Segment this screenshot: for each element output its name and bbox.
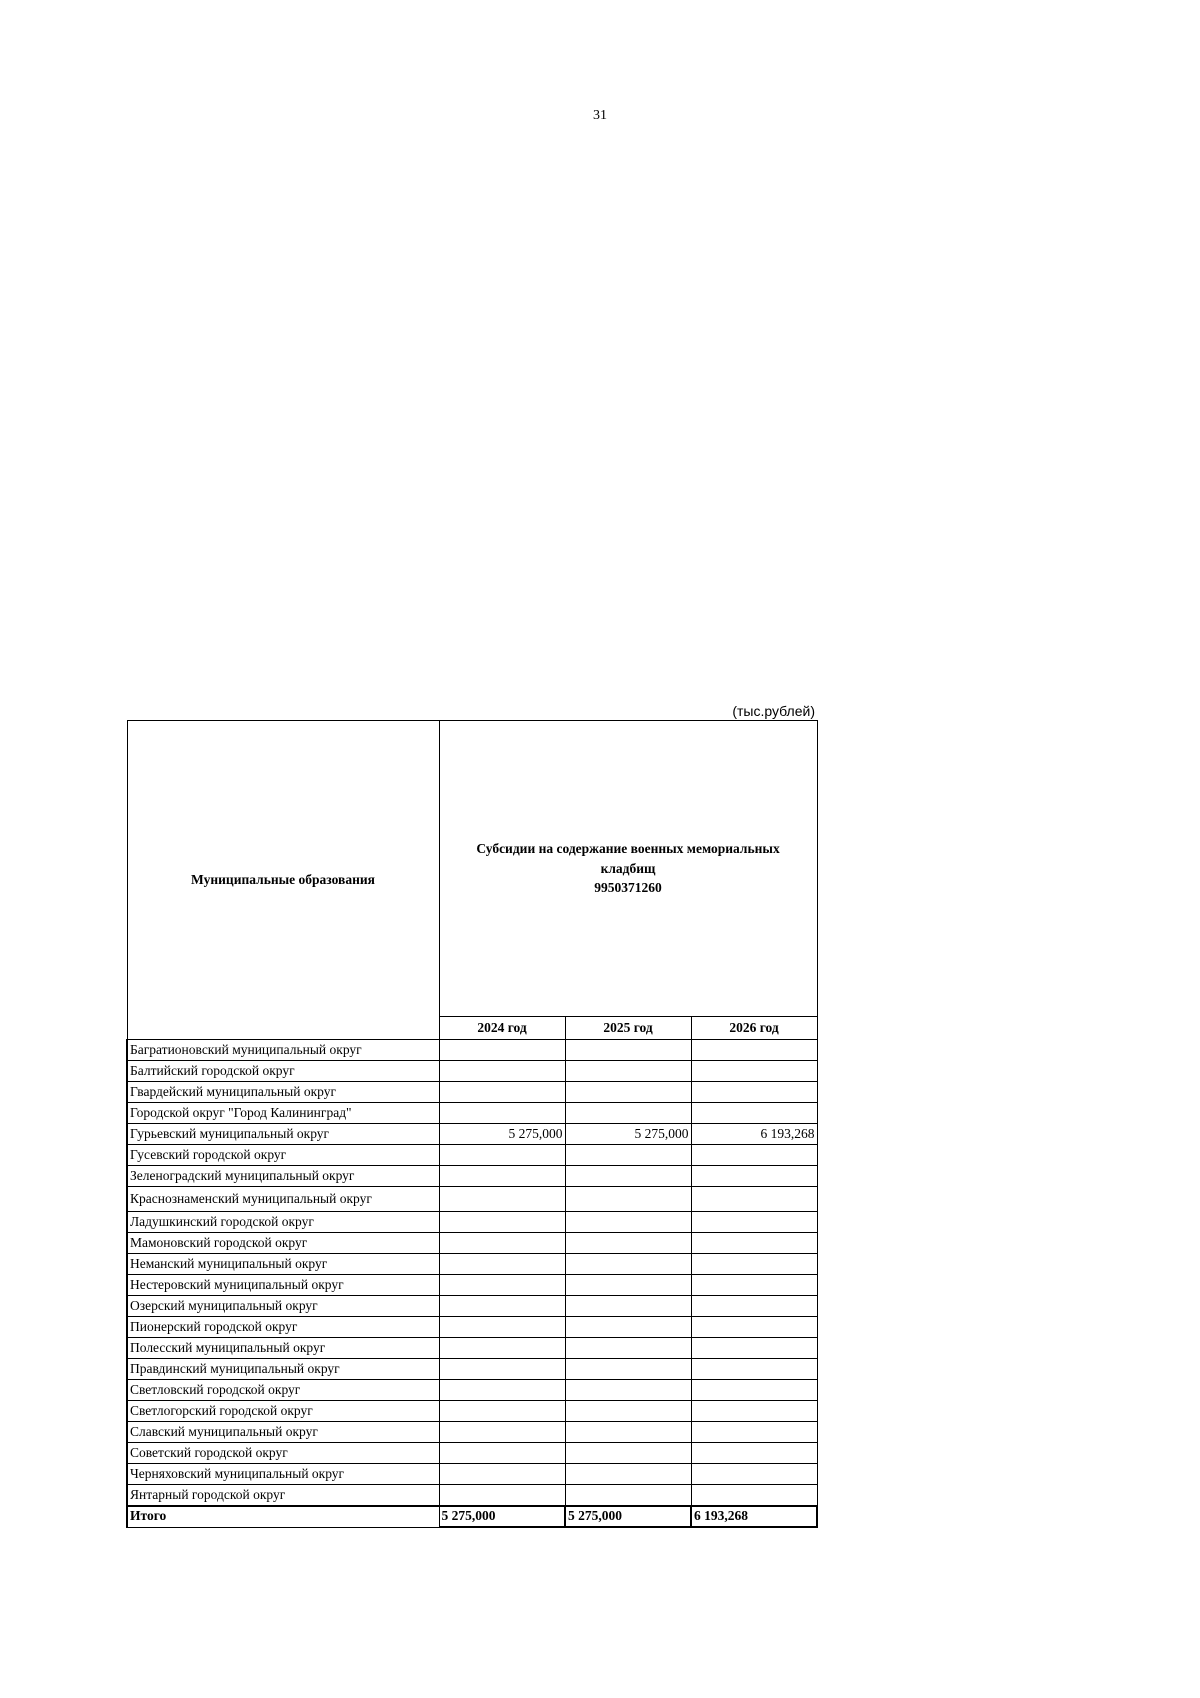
table-row xyxy=(127,1166,817,1187)
total-2024: 5 275,000 xyxy=(439,1506,565,1527)
row-value-2024 xyxy=(439,1187,565,1212)
row-value-2025 xyxy=(565,1443,691,1464)
table-row xyxy=(127,1103,817,1124)
row-value-2025 xyxy=(565,1359,691,1380)
row-municipality-name: Городской округ "Город Калининград" xyxy=(127,1103,439,1124)
row-value-2025 xyxy=(565,1166,691,1187)
header-year-2026: 2026 год xyxy=(691,1016,817,1039)
row-municipality-name: Гвардейский муниципальный округ xyxy=(127,1082,439,1103)
row-municipality-name: Ладушкинский городской округ xyxy=(127,1212,439,1233)
row-value-2026 xyxy=(691,1103,817,1124)
row-value-2024 xyxy=(439,1166,565,1187)
row-value-2025 xyxy=(565,1212,691,1233)
row-value-2026 xyxy=(691,1254,817,1275)
row-value-2025 xyxy=(565,1317,691,1338)
row-value-2026 xyxy=(691,1166,817,1187)
table-row xyxy=(127,1212,817,1233)
row-value-2025 xyxy=(565,1254,691,1275)
row-municipality-name: Славский муниципальный округ xyxy=(127,1422,439,1443)
total-row xyxy=(127,1506,817,1527)
row-value-2024: 5 275,000 xyxy=(439,1124,565,1145)
table-row xyxy=(127,1254,817,1275)
table-row xyxy=(127,1422,817,1443)
row-value-2025 xyxy=(565,1040,691,1061)
row-value-2026 xyxy=(691,1145,817,1166)
row-value-2026: 6 193,268 xyxy=(691,1124,817,1145)
table-row xyxy=(127,1145,817,1166)
header-code: 9950371260 xyxy=(594,880,662,896)
row-value-2024 xyxy=(439,1422,565,1443)
row-municipality-name: Неманский муниципальный округ xyxy=(127,1254,439,1275)
row-value-2025 xyxy=(565,1061,691,1082)
row-value-2026 xyxy=(691,1233,817,1254)
table-row xyxy=(127,1485,817,1507)
row-value-2026 xyxy=(691,1040,817,1061)
row-value-2026 xyxy=(691,1187,817,1212)
row-value-2025 xyxy=(565,1422,691,1443)
row-value-2024 xyxy=(439,1040,565,1061)
row-value-2025 xyxy=(565,1338,691,1359)
table-row xyxy=(127,1296,817,1317)
row-value-2024 xyxy=(439,1212,565,1233)
row-value-2025 xyxy=(565,1275,691,1296)
row-municipality-name: Озерский муниципальный округ xyxy=(127,1296,439,1317)
table-row xyxy=(127,1464,817,1485)
row-value-2024 xyxy=(439,1082,565,1103)
row-value-2025 xyxy=(565,1082,691,1103)
table-row xyxy=(127,1233,817,1254)
row-municipality-name: Пионерский городской округ xyxy=(127,1317,439,1338)
row-value-2025 xyxy=(565,1296,691,1317)
row-value-2024 xyxy=(439,1380,565,1401)
row-value-2024 xyxy=(439,1464,565,1485)
row-value-2024 xyxy=(439,1359,565,1380)
row-municipality-name: Багратионовский муниципальный округ xyxy=(127,1040,439,1061)
row-value-2026 xyxy=(691,1317,817,1338)
total-2026: 6 193,268 xyxy=(691,1506,817,1527)
row-value-2026 xyxy=(691,1275,817,1296)
row-value-2025 xyxy=(565,1464,691,1485)
row-municipality-name: Советский городской округ xyxy=(127,1443,439,1464)
header-year-2025: 2025 год xyxy=(565,1016,691,1039)
total-label: Итого xyxy=(127,1506,439,1527)
table-row xyxy=(127,1082,817,1103)
row-value-2024 xyxy=(439,1443,565,1464)
header-year-2024: 2024 год xyxy=(439,1016,565,1039)
row-value-2024 xyxy=(439,1401,565,1422)
table-body xyxy=(127,1040,817,1507)
row-value-2025 xyxy=(565,1103,691,1124)
row-value-2026 xyxy=(691,1401,817,1422)
row-value-2025 xyxy=(565,1187,691,1212)
row-value-2025: 5 275,000 xyxy=(565,1124,691,1145)
table-row xyxy=(127,1380,817,1401)
row-municipality-name: Черняховский муниципальный округ xyxy=(127,1464,439,1485)
row-municipality-name: Янтарный городской округ xyxy=(127,1485,439,1507)
header-subsidy-title xyxy=(439,721,817,1017)
table-row xyxy=(127,1124,817,1145)
row-value-2025 xyxy=(565,1233,691,1254)
table-row xyxy=(127,1061,817,1082)
row-municipality-name: Полесский муниципальный округ xyxy=(127,1338,439,1359)
row-value-2024 xyxy=(439,1061,565,1082)
table-row xyxy=(127,1275,817,1296)
row-value-2026 xyxy=(691,1380,817,1401)
row-value-2025 xyxy=(565,1380,691,1401)
row-value-2024 xyxy=(439,1145,565,1166)
row-value-2024 xyxy=(439,1233,565,1254)
row-value-2024 xyxy=(439,1296,565,1317)
row-value-2026 xyxy=(691,1485,817,1507)
header-title-line1: Субсидии на содержание военных мемориальных xyxy=(476,841,780,857)
row-value-2026 xyxy=(691,1464,817,1485)
table-row xyxy=(127,1187,817,1212)
row-value-2025 xyxy=(565,1401,691,1422)
row-value-2024 xyxy=(439,1485,565,1507)
table-row xyxy=(127,1443,817,1464)
total-2025: 5 275,000 xyxy=(565,1506,691,1527)
row-value-2024 xyxy=(439,1317,565,1338)
row-municipality-name: Гурьевский муниципальный округ xyxy=(127,1124,439,1145)
row-value-2026 xyxy=(691,1212,817,1233)
table-row xyxy=(127,1359,817,1380)
table-row xyxy=(127,1338,817,1359)
row-value-2024 xyxy=(439,1254,565,1275)
row-value-2024 xyxy=(439,1103,565,1124)
row-value-2025 xyxy=(565,1485,691,1507)
row-municipality-name: Зеленоградский муниципальный округ xyxy=(127,1166,439,1187)
row-municipality-name: Светлогорский городской округ xyxy=(127,1401,439,1422)
row-municipality-name: Мамоновский городской округ xyxy=(127,1233,439,1254)
row-value-2026 xyxy=(691,1338,817,1359)
row-value-2026 xyxy=(691,1061,817,1082)
row-value-2024 xyxy=(439,1338,565,1359)
header-municipality: Муниципальные образования xyxy=(127,721,439,1040)
row-value-2026 xyxy=(691,1359,817,1380)
row-value-2024 xyxy=(439,1275,565,1296)
subsidy-table xyxy=(126,720,818,1528)
units-label: (тыс.рублей) xyxy=(732,703,815,719)
row-value-2026 xyxy=(691,1296,817,1317)
table-row xyxy=(127,1040,817,1061)
table-row xyxy=(127,1401,817,1422)
row-municipality-name: Нестеровский муниципальный округ xyxy=(127,1275,439,1296)
row-municipality-name: Краснознаменский муниципальный округ xyxy=(127,1187,439,1212)
page-number: 31 xyxy=(593,108,607,123)
row-municipality-name: Гусевский городской округ xyxy=(127,1145,439,1166)
row-value-2025 xyxy=(565,1145,691,1166)
row-municipality-name: Светловский городской округ xyxy=(127,1380,439,1401)
row-value-2026 xyxy=(691,1082,817,1103)
header-title-line2: кладбищ xyxy=(600,860,656,876)
row-municipality-name: Балтийский городской округ xyxy=(127,1061,439,1082)
row-municipality-name: Правдинский муниципальный округ xyxy=(127,1359,439,1380)
table-row xyxy=(127,1317,817,1338)
row-value-2026 xyxy=(691,1422,817,1443)
row-value-2026 xyxy=(691,1443,817,1464)
